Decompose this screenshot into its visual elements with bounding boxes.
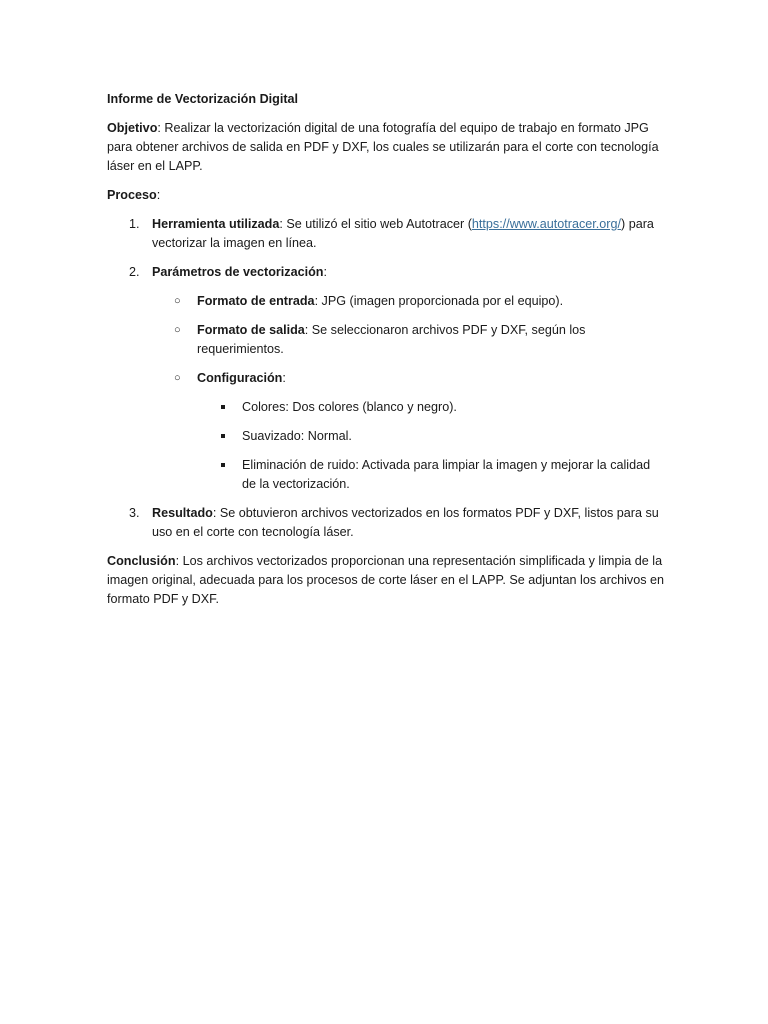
autotracer-link[interactable]: https://www.autotracer.org/	[471, 217, 621, 231]
step-label: Herramienta utilizada	[152, 217, 280, 231]
conclusion-text: : Los archivos vectorizados proporcionan una representación simplificada y limpia de la imagen original, adecuada para los procesos de corte láser en el LAPP. Se adjuntan los archivos en formato PDF y DXF.	[107, 554, 665, 606]
sub-item-formato-entrada: ○ Formato de entrada: JPG (imagen proporcionada por el equipo).	[107, 292, 667, 311]
step-number: 1.	[129, 217, 140, 231]
proceso-heading: Proceso:	[107, 188, 161, 202]
objetivo-text: : Realizar la vectorización digital de una fotografía del equipo de trabajo en formato JPG para obtener archivos de salida en PDF y DXF, los cuales se utilizarán para el corte con tecnología láser en el LAPP.	[107, 121, 659, 173]
list-item-step-3: 3. Resultado: Se obtuvieron archivos vectorizados en los formatos PDF y DXF, listos para su uso en el corte con tecnología láser.	[129, 506, 659, 539]
list-item-step-2: 2. Parámetros de vectorización:	[107, 263, 667, 282]
document-title: Informe de Vectorización Digital	[107, 92, 299, 106]
step-number: 2.	[129, 265, 140, 279]
square-bullet-icon	[221, 405, 225, 409]
conclusion-label: Conclusión	[107, 554, 176, 568]
config-item-ruido: Eliminación de ruido: Activada para limpiar la imagen y mejorar la calidad de la vectorización.	[107, 456, 667, 494]
sub-item-configuracion: ○ Configuración:	[107, 369, 667, 388]
config-item-suavizado: Suavizado: Normal.	[107, 427, 667, 446]
circle-bullet-icon: ○	[174, 372, 181, 384]
step-label: Parámetros de vectorización	[152, 265, 324, 279]
document-body	[107, 90, 667, 619]
sub-item-formato-salida: ○ Formato de salida: Se seleccionaron archivos PDF y DXF, según los requerimientos.	[174, 323, 586, 356]
square-bullet-icon	[221, 463, 225, 467]
circle-bullet-icon: ○	[174, 324, 181, 336]
step-number: 3.	[129, 506, 140, 520]
conclusion-paragraph	[107, 552, 667, 609]
list-item-step-1: 1. Herramienta utilizada: Se utilizó el sitio web Autotracer (https://www.autotracer.org/) para vectorizar la imagen en línea.	[129, 217, 654, 250]
circle-bullet-icon: ○	[174, 295, 181, 307]
proceso-label: Proceso	[107, 188, 157, 202]
square-bullet-icon	[221, 434, 225, 438]
config-item-colores: Colores: Dos colores (blanco y negro).	[107, 398, 667, 417]
objetivo-label: Objetivo	[107, 121, 158, 135]
objetivo-paragraph	[107, 119, 667, 176]
step-label: Resultado	[152, 506, 213, 520]
